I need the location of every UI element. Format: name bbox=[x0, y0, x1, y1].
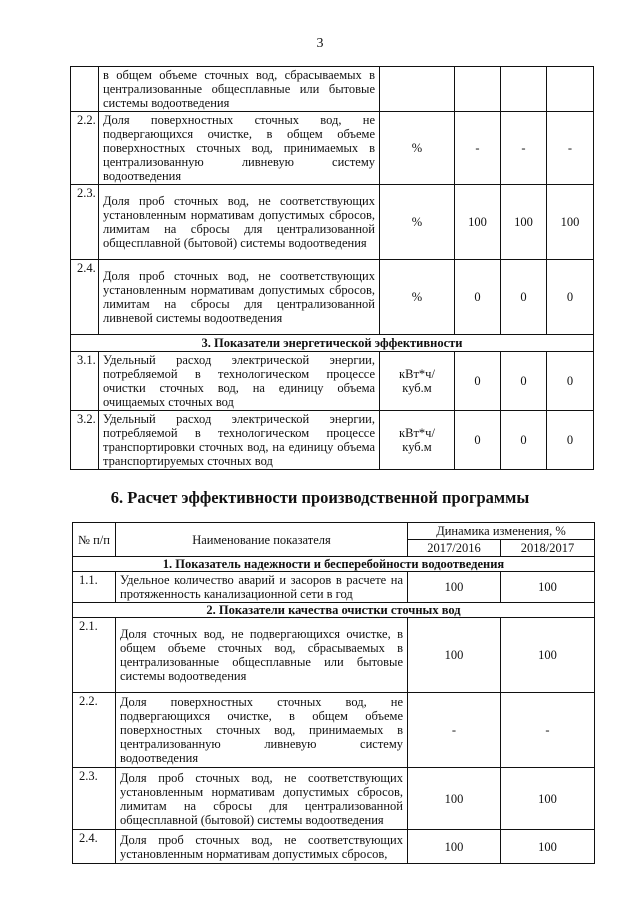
unit-cell: % bbox=[380, 260, 455, 335]
value-cell: 0 bbox=[547, 411, 594, 470]
row-number: 2.3. bbox=[73, 768, 116, 830]
indicator-name: Удельный расход электрической энергии, потребляемой в технологическом процессе транспортировки сточных вод, на единицу объема транспортируемых сточных вод bbox=[99, 411, 380, 470]
value-cell bbox=[455, 67, 501, 112]
row-number: 3.1. bbox=[71, 352, 99, 411]
table-row bbox=[71, 112, 594, 185]
value-cell: 0 bbox=[501, 352, 547, 411]
efficiency-table bbox=[72, 522, 595, 864]
row-number bbox=[71, 67, 99, 112]
value-cell: 100 bbox=[408, 572, 501, 603]
row-number: 3.2. bbox=[71, 411, 99, 470]
value-cell: - bbox=[455, 112, 501, 185]
value-cell bbox=[547, 67, 594, 112]
value-cell: 0 bbox=[455, 260, 501, 335]
indicator-name: Удельный расход электрической энергии, потребляемой в технологическом процессе очистки сточных вод, на единицу объема очищаемых сточных вод bbox=[99, 352, 380, 411]
header-dynamics: Динамика изменения, % bbox=[408, 523, 595, 540]
row-number: 2.3. bbox=[71, 185, 99, 260]
section-row bbox=[73, 557, 595, 572]
value-cell: 100 bbox=[501, 185, 547, 260]
table-row bbox=[73, 618, 595, 693]
row-number: 2.1. bbox=[73, 618, 116, 693]
unit-cell bbox=[380, 67, 455, 112]
indicator-name: в общем объеме сточных вод, сбрасываемых в централизованные общесплавные или бытовые системы водоотведения bbox=[99, 67, 380, 112]
table-row bbox=[73, 693, 595, 768]
indicator-name: Доля проб сточных вод, не соответствующих установленным нормативам допустимых сбросов, лимитам на сбросы для централизованной общесплавной (бытовой) системы водоотведения bbox=[99, 185, 380, 260]
table-row bbox=[71, 260, 594, 335]
value-cell: 0 bbox=[547, 260, 594, 335]
value-cell: 0 bbox=[501, 411, 547, 470]
row-number: 1.1. bbox=[73, 572, 116, 603]
value-cell: 100 bbox=[501, 768, 595, 830]
value-cell: - bbox=[501, 112, 547, 185]
section-row bbox=[71, 335, 594, 352]
header-name: Наименование показателя bbox=[116, 523, 408, 557]
table-row bbox=[71, 352, 594, 411]
indicator-name: Удельное количество аварий и засоров в расчете на протяженность канализационной сети в год bbox=[116, 572, 408, 603]
value-cell: - bbox=[547, 112, 594, 185]
section-heading: 6. Расчет эффективности производственной программы bbox=[110, 488, 530, 507]
value-cell: 0 bbox=[455, 352, 501, 411]
value-cell: 100 bbox=[501, 830, 595, 864]
indicator-name: Доля проб сточных вод, не соответствующих установленным нормативам допустимых сбросов, bbox=[116, 830, 408, 864]
unit-cell: % bbox=[380, 185, 455, 260]
indicators-table bbox=[70, 66, 594, 470]
value-cell: 100 bbox=[501, 618, 595, 693]
row-number: 2.2. bbox=[71, 112, 99, 185]
indicator-name: Доля поверхностных сточных вод, не подвергающихся очистке, в общем объеме поверхностных сточных вод, принимаемых в централизованную ливневую систему водоотведения bbox=[116, 693, 408, 768]
table-row bbox=[71, 185, 594, 260]
table-row bbox=[71, 67, 594, 112]
value-cell: 100 bbox=[455, 185, 501, 260]
value-cell: 100 bbox=[408, 618, 501, 693]
table-row bbox=[73, 768, 595, 830]
value-cell: - bbox=[501, 693, 595, 768]
row-number: 2.2. bbox=[73, 693, 116, 768]
header-num: № п/п bbox=[73, 523, 116, 557]
indicator-name: Доля проб сточных вод, не соответствующих установленным нормативам допустимых сбросов, лимитам на сбросы для централизованной ливневой системы водоотведения bbox=[99, 260, 380, 335]
section-title: 3. Показатели энергетической эффективности bbox=[71, 335, 594, 352]
section-title: 2. Показатели качества очистки сточных вод bbox=[73, 603, 595, 618]
header-year-2: 2018/2017 bbox=[501, 540, 595, 557]
section-title: 1. Показатель надежности и бесперебойности водоотведения bbox=[73, 557, 595, 572]
value-cell: - bbox=[408, 693, 501, 768]
header-year-1: 2017/2016 bbox=[408, 540, 501, 557]
table-row bbox=[73, 572, 595, 603]
unit-cell: кВт*ч/ куб.м bbox=[380, 352, 455, 411]
unit-cell: % bbox=[380, 112, 455, 185]
value-cell: 100 bbox=[408, 768, 501, 830]
value-cell: 0 bbox=[455, 411, 501, 470]
page-number: 3 bbox=[316, 36, 324, 51]
value-cell bbox=[501, 67, 547, 112]
value-cell: 100 bbox=[501, 572, 595, 603]
row-number: 2.4. bbox=[71, 260, 99, 335]
value-cell: 0 bbox=[501, 260, 547, 335]
table-row bbox=[71, 411, 594, 470]
unit-cell: кВт*ч/ куб.м bbox=[380, 411, 455, 470]
indicator-name: Доля поверхностных сточных вод, не подвергающихся очистке, в общем объеме поверхностных сточных вод, принимаемых в централизованную ливневую систему водоотведения bbox=[99, 112, 380, 185]
row-number: 2.4. bbox=[73, 830, 116, 864]
indicator-name: Доля сточных вод, не подвергающихся очистке, в общем объеме сточных вод, сбрасываемых в централизованные общесплавные или бытовые системы водоотведения bbox=[116, 618, 408, 693]
value-cell: 100 bbox=[547, 185, 594, 260]
value-cell: 0 bbox=[547, 352, 594, 411]
indicator-name: Доля проб сточных вод, не соответствующих установленным нормативам допустимых сбросов, лимитам на сбросы для централизованной общесплавной (бытовой) системы водоотведения bbox=[116, 768, 408, 830]
value-cell: 100 bbox=[408, 830, 501, 864]
table-row bbox=[73, 830, 595, 864]
section-row bbox=[73, 603, 595, 618]
